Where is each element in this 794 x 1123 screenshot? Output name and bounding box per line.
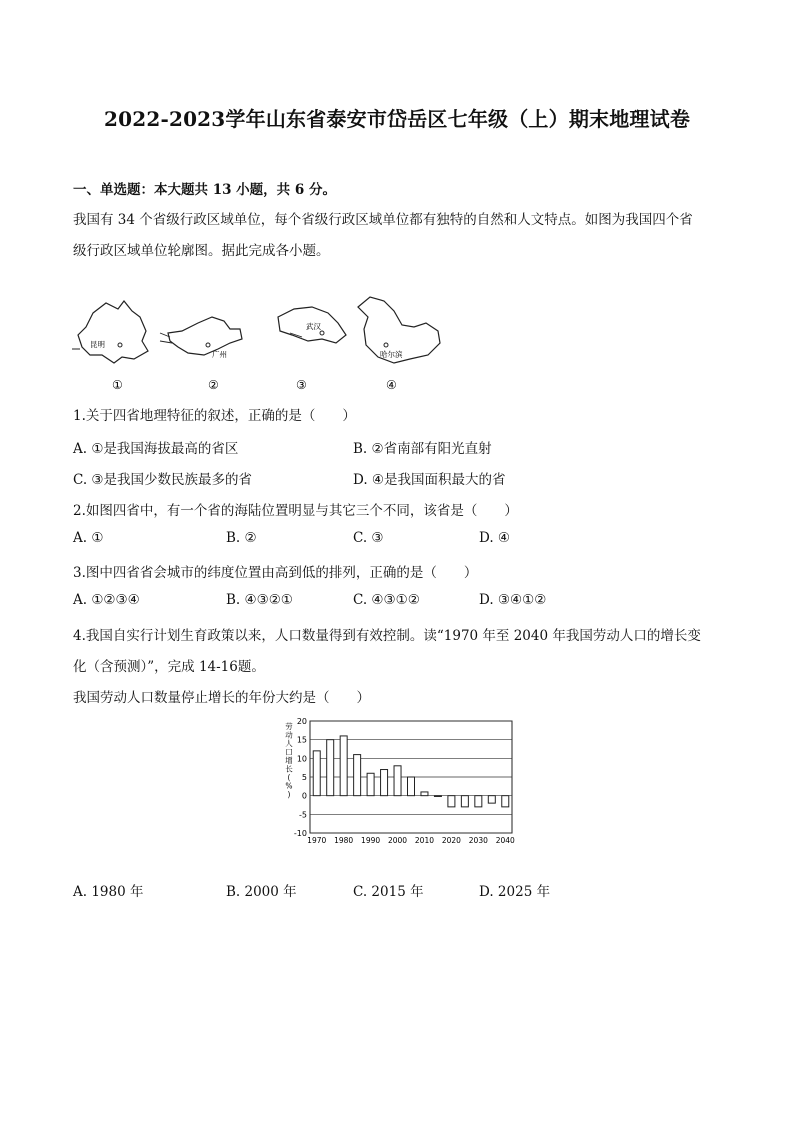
map-label-4: ④ [386,378,397,392]
map-heilongjiang [358,297,440,392]
question-4-stem-line-1: 4.我国自实行计划生育政策以来，人口数量得到有效控制。读“1970 年至 2040 年我国劳动人口的增长变 [73,628,701,644]
map-yunnan [72,301,148,392]
q1-option-b: B. ②省南部有阳光直射 [353,441,492,457]
bar [354,755,361,796]
q4-option-d: D. 2025 年 [479,884,551,900]
q4-option-c: C. 2015 年 [353,884,424,900]
x-tick-label: 2010 [414,836,435,845]
bar [327,740,334,796]
q1-option-c: C. ③是我国少数民族最多的省 [73,472,253,488]
map-label-2: ② [208,378,219,392]
bar [448,796,455,807]
x-tick-label: 1990 [361,836,381,845]
y-tick-label: 10 [296,754,307,764]
intro-text-line-2: 级行政区域单位轮廓图。据此完成各小题。 [73,243,330,259]
city-wuhan: 武汉 [306,322,321,331]
q1-option-a: A. ①是我国海拔最高的省区 [73,441,239,457]
q2-option-b: B. ② [226,530,257,546]
labor-population-chart [280,715,520,850]
bar [421,792,428,796]
y-axis-label-char: ( [287,773,291,782]
y-axis-label-char: 增 [285,756,293,765]
question-4-subquestion: 我国劳动人口数量停止增长的年份大约是（ ） [73,690,370,706]
map-hubei [278,307,346,392]
province-outline-maps [68,295,448,395]
bar [340,736,347,796]
y-axis-label-char: % [285,781,293,791]
section-heading: 一、单选题：本大题共 13 小题，共 6 分。 [73,182,336,198]
y-axis-label-char: 人 [285,739,293,748]
question-1-stem: 1.关于四省地理特征的叙述，正确的是（ ） [73,408,356,424]
y-axis-label-char: 长 [285,764,293,774]
q3-option-b: B. ④③②① [226,592,293,608]
question-3-stem: 3.图中四省省会城市的纬度位置由高到低的排列，正确的是（ ） [73,565,478,581]
x-tick-label: 2020 [441,836,461,845]
y-tick-label: 20 [296,717,307,726]
q4-option-a: A. 1980 年 [73,884,144,900]
y-axis-label-char: 劳 [285,722,293,731]
intro-text-line-1: 我国有 34 个省级行政区域单位，每个省级行政区域单位都有独特的自然和人文特点。如图为我国四个省 [73,212,693,228]
q3-option-d: D. ③④①② [479,592,547,608]
x-tick-label: 1970 [307,836,327,845]
bar [502,796,509,807]
bar [381,770,388,796]
q2-option-c: C. ③ [353,530,384,546]
question-2-stem: 2.如图四省中，有一个省的海陆位置明显与其它三个不同，该省是（ ） [73,503,518,519]
y-tick-label: -5 [299,810,307,820]
y-axis-label-char: 口 [285,747,293,757]
x-tick-label: 2000 [387,836,408,845]
q4-option-b: B. 2000 年 [226,884,297,900]
y-axis-label-char: 动 [285,730,293,740]
map-guangdong [160,317,242,392]
q2-option-d: D. ④ [479,530,511,546]
map-label-3: ③ [296,378,307,392]
x-tick-label: 2030 [468,836,488,845]
bar [394,766,401,796]
x-tick-label: 2040 [495,836,515,845]
bar [408,777,415,796]
y-tick-label: 15 [296,735,307,745]
q3-option-a: A. ①②③④ [73,592,140,608]
city-harbin: 哈尔滨 [380,350,403,359]
y-tick-label: -10 [293,829,307,838]
bar [313,751,320,796]
q1-option-d: D. ④是我国面积最大的省 [353,472,506,488]
bar [461,796,468,807]
y-axis-label-char: ) [287,790,291,799]
city-guangzhou: 广州 [212,350,227,359]
q3-option-c: C. ④③①② [353,592,420,608]
city-kunming: 昆明 [90,340,105,349]
y-tick-label: 5 [301,773,307,782]
q2-option-a: A. ① [73,530,104,546]
bar [367,773,374,795]
bar [488,796,495,803]
y-tick-label: 0 [301,791,307,801]
question-4-stem-line-2: 化（含预测）”，完成 14-16题。 [73,659,265,675]
bar [475,796,482,807]
map-label-1: ① [112,378,123,392]
bar [434,796,441,797]
exam-title: 2022-2023学年山东省泰安市岱岳区七年级（上）期末地理试卷 [103,107,691,131]
x-tick-label: 1980 [334,836,354,845]
